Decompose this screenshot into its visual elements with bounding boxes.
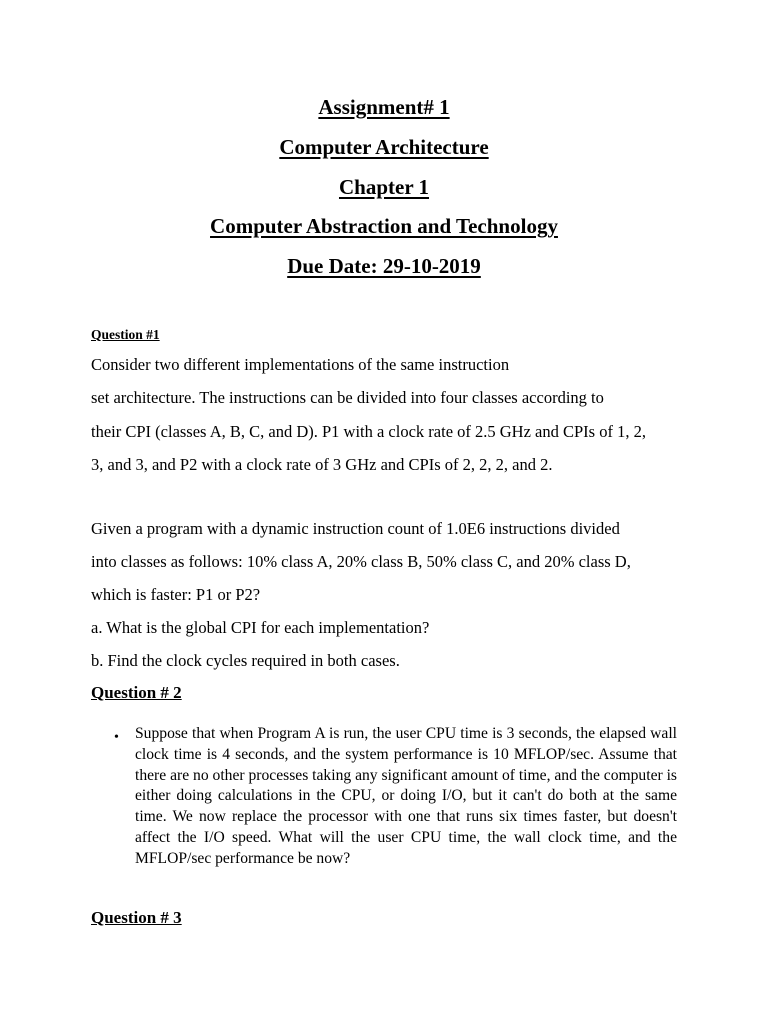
assignment-title: Assignment# 1	[318, 95, 450, 119]
due-date: Due Date: 29-10-2019	[287, 254, 481, 278]
question-1-heading: Question #1	[91, 327, 160, 342]
question-1-line: Consider two different implementations of the same instruction	[91, 355, 510, 374]
question-2-heading: Question # 2	[91, 683, 182, 702]
question-1-line: into classes as follows: 10% class A, 20% class B, 50% class C, and 20% class D,	[91, 552, 631, 571]
question-1-line: which is faster: P1 or P2?	[91, 585, 261, 604]
chapter-title: Chapter 1	[338, 175, 430, 199]
question-1-line: 3, and 3, and P2 with a clock rate of 3 GHz and CPIs of 2, 2, 2, and 2.	[91, 455, 553, 474]
question-1-line: their CPI (classes A, B, C, and D). P1 with a clock rate of 2.5 GHz and CPIs of 1, 2,	[91, 422, 646, 441]
question-1-part-a: a. What is the global CPI for each implementation?	[91, 618, 430, 637]
question-2-text: Suppose that when Program A is run, the user CPU time is 3 seconds, the elapsed wall clock time is 4 seconds, and the system performance is 10 MFLOP/sec. Assume that there are no other processes taking any significant amount of time, and the computer is either doing calculations in the CPU, or doing I/O, but it can't do both at the same time. We now replace the processor with one that runs six times faster, but doesn't affect the I/O speed. What will the user CPU time, the wall clock time, and the MFLOP/sec performance be now?	[135, 725, 677, 867]
question-1-line: Given a program with a dynamic instruction count of 1.0E6 instructions divided	[91, 519, 620, 538]
question-3-heading: Question # 3	[91, 908, 182, 927]
course-title: Computer Architecture	[279, 135, 489, 159]
topic-title: Computer Abstraction and Technology	[210, 214, 558, 238]
bullet-marker: •	[114, 730, 119, 745]
question-1-line: set architecture. The instructions can be divided into four classes according to	[91, 388, 604, 407]
question-1-part-b: b. Find the clock cycles required in both cases.	[91, 651, 400, 670]
